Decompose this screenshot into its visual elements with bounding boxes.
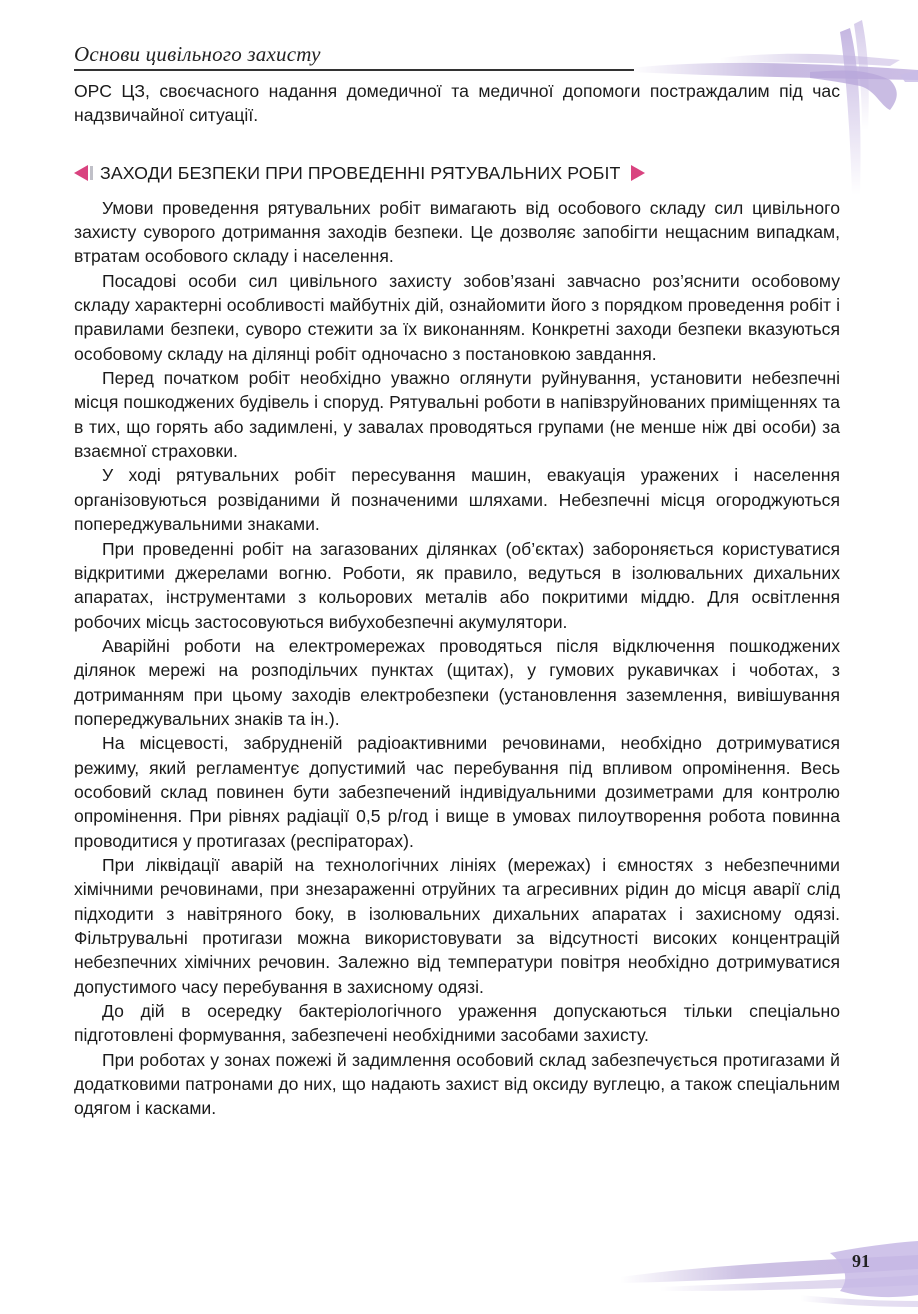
running-head: Основи цивільного захисту (74, 42, 321, 66)
paragraph: У ході рятувальних робіт пересування машин, евакуація уражених і населення організовуються розвіданими й позначеними шляхами. Небезпечні місця огороджуються попереджувальними знаками. (74, 465, 840, 535)
page-number: 91 (852, 1251, 870, 1271)
header-rule (74, 69, 634, 71)
heading-bar-icon (90, 166, 93, 180)
section-title: ЗАХОДИ БЕЗПЕКИ ПРИ ПРОВЕДЕННІ РЯТУВАЛЬНИХ РОБІТ (100, 162, 621, 183)
paragraph: При проведенні робіт на загазованих ділянках (об’єктах) забороняється користуватися відкритими джерелами вогню. Роботи, як правило, ведуться в ізолювальних дихальних апаратах, інструментами з кольорових металів або покритими міддю. Для освітлення робочих місць застосовуються вибухобезпечні акумулятори. (74, 538, 840, 632)
intro-paragraph: ОРС ЦЗ, своєчасного надання домедичної та медичної допомоги постраждалим під час надзвичайної ситуації. (74, 81, 840, 126)
decorative-brush-bottom (600, 1225, 918, 1314)
triangle-right-icon (631, 165, 645, 181)
paragraph: На місцевості, забрудненій радіоактивними речовинами, необхідно дотримуватися режиму, який регламентує допустимий час перебування під впливом опромінення. Весь особовий склад повинен бути забезпечений індивідуальними дозиметрами для контролю опромінення. При рівнях радіації 0,5 р/год і вище в умовах пилоутворення робота повинна проводитися у протигазах (респіраторах). (74, 733, 840, 851)
paragraph: Посадові особи сил цивільного захисту зобов’язані завчасно роз’яснити особовому складу характерні особливості майбутніх дій, ознайомити його з порядком проведення робіт і правилами безпеки, суворо стежити за їх виконанням. Конкретні заходи безпеки вказуються особовому складу на ділянці робіт одночасно з постановкою завдання. (74, 270, 840, 364)
section-heading (74, 161, 840, 185)
paragraph: Умови проведення рятувальних робіт вимагають від особового складу сил цивільного захисту суворого дотримання заходів безпеки. Це дозволяє запобігти нещасним випадкам, втратам особового складу і населення. (74, 197, 840, 267)
paragraph: Аварійні роботи на електромережах проводяться після відключення пошкоджених ділянок мережі на розподільчих пунктах (щитах), у гумових рукавичках і чоботах, з дотриманням при цьому заходів електробезпеки (установлення заземлення, вивішування попереджувальних знаків та ін.). (74, 635, 840, 729)
paragraph: Перед початком робіт необхідно уважно оглянути руйнування, установити небезпечні місця пошкоджених будівель і споруд. Рятувальні роботи в напівзруйнованих приміщеннях та в тих, що горять або задимлені, у завалах проводяться групами (не менше ніж дві особи) за взаємної страховки. (74, 368, 840, 462)
triangle-left-icon (74, 165, 88, 181)
paragraph: При ліквідації аварій на технологічних лініях (мережах) і ємностях з небезпечними хімічними речовинами, при знезараженні отруйних та агресивних рідин до місця аварії слід підходити з навітряного боку, в ізолювальних дихальних апаратах і захисному одязі. Фільтрувальні протигази можна використовувати за відсутності високих концентрацій небезпечних хімічних речовин. Залежно від температури повітря необхідно дотримуватися допустимого часу перебування в захисному одязі. (74, 854, 840, 997)
paragraph: При роботах у зонах пожежі й задимлення особовий склад забезпечується протигазами й додатковими патронами до них, що надають захист від оксиду вуглецю, а також спеціальним одягом і касками. (74, 1049, 840, 1119)
paragraph: До дій в осередку бактеріологічного ураження допускаються тільки спеціально підготовлені формування, забезпечені необхідними засобами захисту. (74, 1001, 840, 1046)
page-content (74, 79, 840, 1121)
